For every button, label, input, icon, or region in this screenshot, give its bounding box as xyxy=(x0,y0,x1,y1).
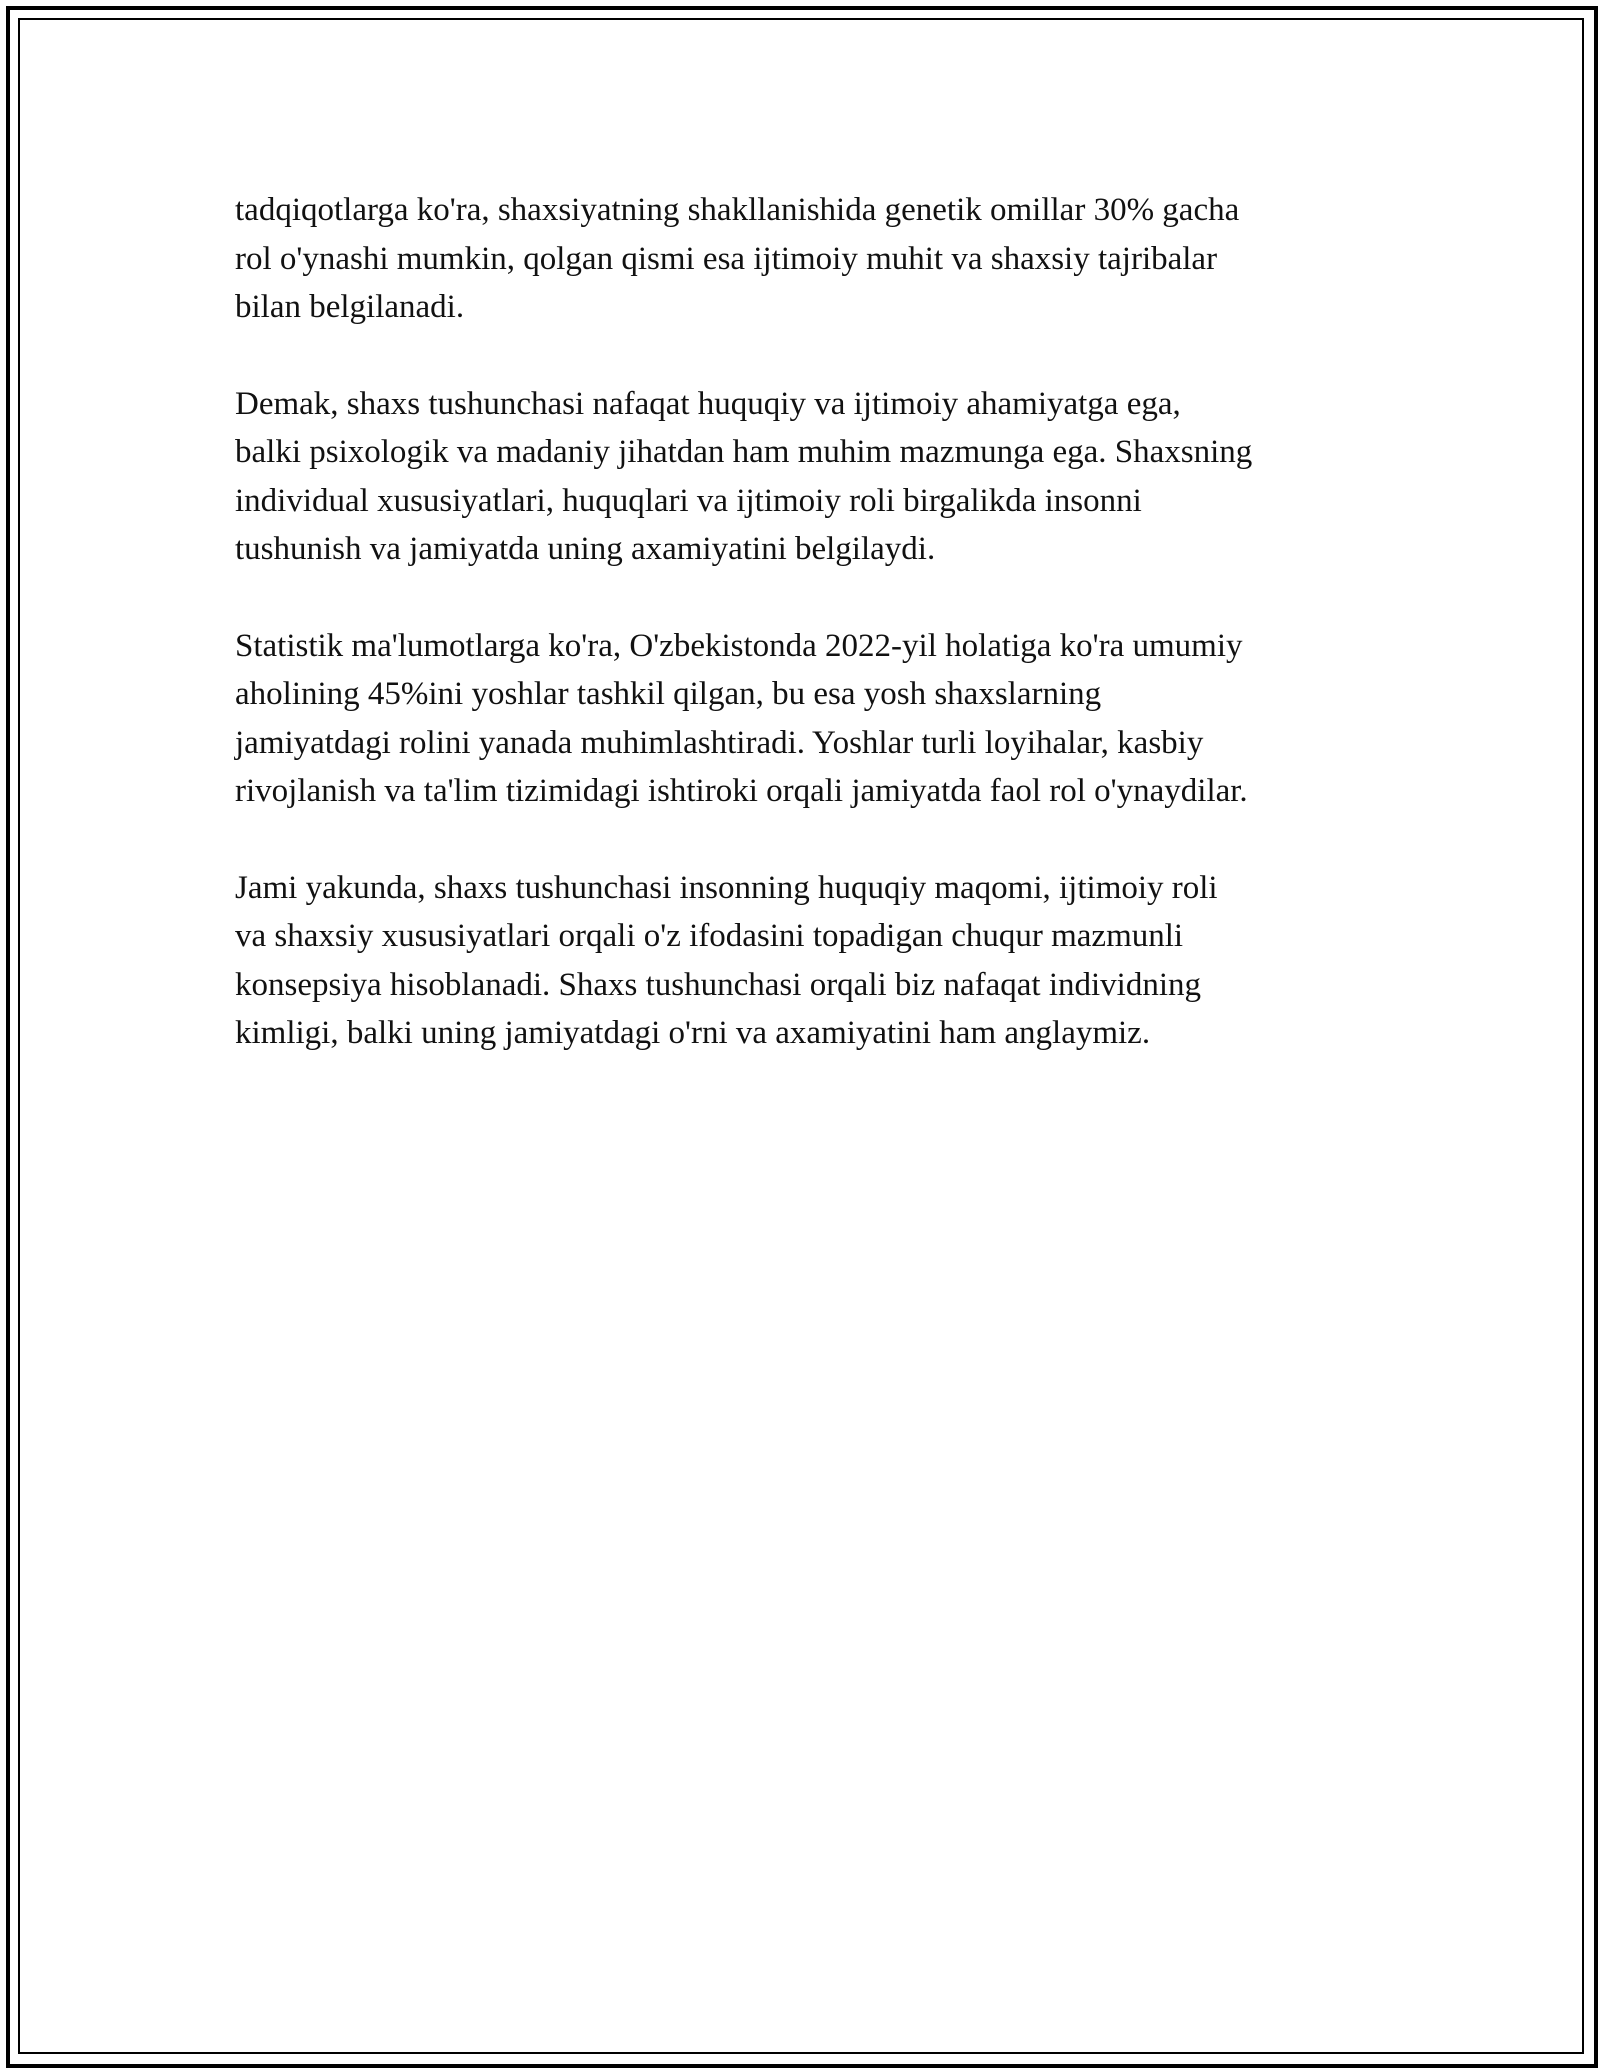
text-line: balki psixologik va madaniy jihatdan ham muhim mazmunga ega. Shaxsning xyxy=(235,434,1253,470)
text-line: rivojlanish va ta'lim tizimidagi ishtiroki orqali jamiyatda faol rol o'ynaydilar. xyxy=(235,773,1248,809)
text-line: aholining 45%ini yoshlar tashkil qilgan, bu esa yosh shaxslarning xyxy=(235,676,1102,712)
paragraph-statistics xyxy=(235,622,1370,816)
paragraph-conclusion-shaxs xyxy=(235,380,1370,574)
text-line: Jami yakunda, shaxs tushunchasi insonning huquqiy maqomi, ijtimoiy roli xyxy=(235,869,1218,906)
text-line: individual xususiyatlari, huquqlari va ijtimoiy roli birgalikda insonni xyxy=(235,482,1142,519)
text-line: va shaxsiy xususiyatlari orqali o'z ifodasini topadigan chuqur mazmunli xyxy=(235,918,1184,954)
paragraph-genetic-factors xyxy=(235,186,1370,332)
text-line: kimligi, balki uning jamiyatdagi o'rni va axamiyatini ham anglaymiz. xyxy=(235,1015,1151,1051)
text-line: Statistik ma'lumotlarga ko'ra, O'zbekistonda 2022-yil holatiga ko'ra umumiy xyxy=(235,627,1243,664)
text-line: konsepsiya hisoblanadi. Shaxs tushunchasi orqali biz nafaqat individning xyxy=(235,966,1202,1003)
text-line: Demak, shaxs tushunchasi nafaqat huquqiy va ijtimoiy ahamiyatga ega, xyxy=(235,385,1181,422)
paragraph-final-summary xyxy=(235,864,1370,1058)
text-line: jamiyatdagi rolini yanada muhimlashtiradi. Yoshlar turli loyihalar, kasbiy xyxy=(235,724,1204,761)
text-line: tushunish va jamiyatda uning axamiyatini belgilaydi. xyxy=(235,531,936,567)
document-body xyxy=(235,186,1370,1106)
text-line: rol o'ynashi mumkin, qolgan qismi esa ijtimoiy muhit va shaxsiy tajribalar xyxy=(235,240,1218,277)
text-line: tadqiqotlarga ko'ra, shaxsiyatning shakllanishida genetik omillar 30% gacha xyxy=(235,192,1240,228)
text-line: bilan belgilanadi. xyxy=(235,289,465,325)
